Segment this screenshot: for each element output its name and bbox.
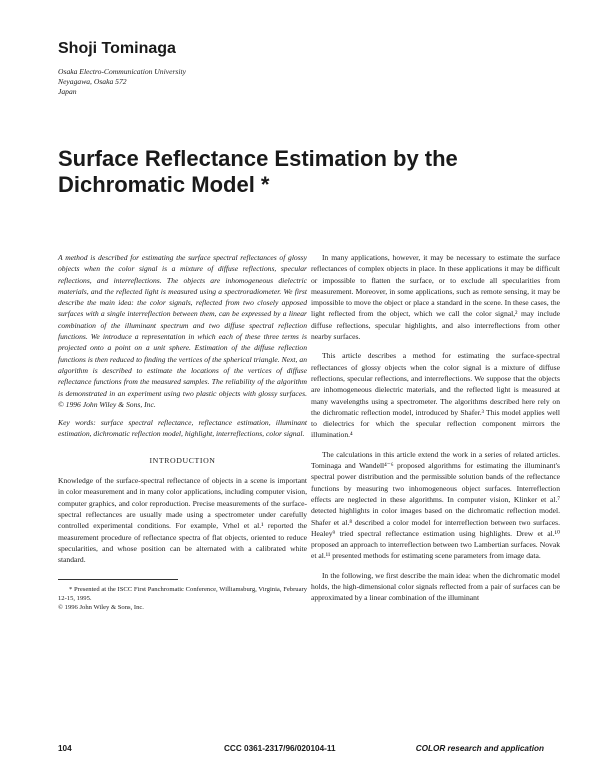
affiliation-line: Osaka Electro-Communication University	[58, 67, 186, 76]
page-footer	[58, 744, 544, 756]
section-heading-introduction: INTRODUCTION	[149, 455, 216, 465]
footnote-presented: * Presented at the ISCC First Panchromatic Conference, Williamsburg, Virginia, February 12-15, 1995.	[58, 586, 307, 603]
footnote-divider	[58, 579, 178, 580]
keywords: Key words: surface spectral reflectance, reflectance estimation, illuminant estimation, dichromatic reflection model, highlight, interreflections, color signal.	[58, 418, 307, 439]
affiliation-line: Japan	[58, 87, 77, 96]
affiliation-line: Neyagawa, Osaka 572	[58, 77, 127, 86]
author-name: Shoji Tominaga	[58, 40, 176, 57]
journal-name: COLOR research and application	[415, 744, 544, 753]
body-paragraph: In the following, we first describe the main idea: when the dichromatic model holds, the high-dimensional color signals reflected from a pair of surfaces can be approximated by a linear combination of the illuminant	[311, 570, 560, 603]
body-paragraph: In many applications, however, it may be necessary to estimate the surface reflectances of complex objects in place. In these applications it may be difficult or impossible to flatten the surface, or to exclude all specularities from measurement. Moreover, in some applications, such as remote sensing, it may be impossible to move the object or place a standard in the scene. In these cases, the light reflected from the object, which we call the color signal,² may include diffuse reflections, specular highlights, and also interreflections from other nearby surfaces.	[311, 253, 560, 342]
footnote-copyright: © 1996 John Wiley & Sons, Inc.	[58, 604, 144, 612]
article-title: Surface Reflectance Estimation by the Dichromatic Model *	[58, 146, 458, 197]
body-paragraph: The calculations in this article extend the work in a series of related articles. Tominaga and Wandell⁴⁻⁶ proposed algorithms for estimating the illuminant's spectral power distribution and the permissible solution bands of the reflectance functions by measuring two inhomogeneous object surfaces. Interreflection effects are neglected in these algorithms. In computer vision, Klinker et al.⁷ detected highlights in color images based on the dichromatic reflection model. Shafer et al.⁸ described a color model for interreflection between two surfaces. Healey⁹ tried spectral reflectance estimation using highlights. Drew et al.¹⁰ proposed an approach to interreflection between two Lambertian surfaces. Novak et al.¹¹ presented methods for estimating scene parameters from image data.	[311, 449, 560, 561]
introduction-paragraph: Knowledge of the surface-spectral reflectance of objects in a scene is important in color measurement and in many color applications, including computer vision, computer graphics, and color reproduction. Precise measurements of the surface-spectral reflectances are usually made using a spectrometer under carefully controlled experimental conditions. For example, Vrhel et al.¹ reported the measurement procedure of reflectance spectra of flat objects, oriented to reduce specularities, and whose position can be alternated with a calibrated white standard.	[58, 476, 307, 565]
author-block	[58, 40, 358, 97]
issn-code: CCC 0361-2317/96/020104-11	[224, 744, 336, 753]
right-column	[311, 252, 560, 604]
abstract: A method is described for estimating the surface spectral reflectances of glossy objects when the color signal is a mixture of diffuse reflections, specular reflections, and interreflections. The objects are inhomogeneous dielectric materials, and the reflected light is measured using a spectroradiometer. We first describe the main idea: the color signals, reflected from two closely apposed surfaces with a single interreflection between them, can be expressed by a linear combination of the illuminant spectrum and two diffuse spectral reflection functions. We introduce a representation in which each of these three terms is projected onto a point on a unit sphere. Estimation of the diffuse reflection functions is then reduced to finding the vertices of the spherical triangle. Next, an algorithm is described to estimate the locations of the vertices of diffuse reflectance functions from the measured samples. The reliability of the algorithm is demonstrated in an experiment using two plastic objects with glossy surfaces. © 1996 John Wiley & Sons, Inc.	[58, 253, 307, 409]
left-column	[58, 252, 307, 612]
page-number: 104	[58, 744, 72, 753]
body-paragraph: This article describes a method for estimating the surface-spectral reflectances of glossy objects when the color signal is a mixture of diffuse reflections, specular reflections, and interreflections. We suppose that the objects are inhomogeneous dielectric materials, and the reflected light is measured at many wavelengths using a spectrometer. The algorithms described here rely on the dichromatic reflection model, introduced by Shafer.³ This model applies well to dielectrics for which the specular reflection component mirrors the illumination.⁴	[311, 351, 560, 440]
